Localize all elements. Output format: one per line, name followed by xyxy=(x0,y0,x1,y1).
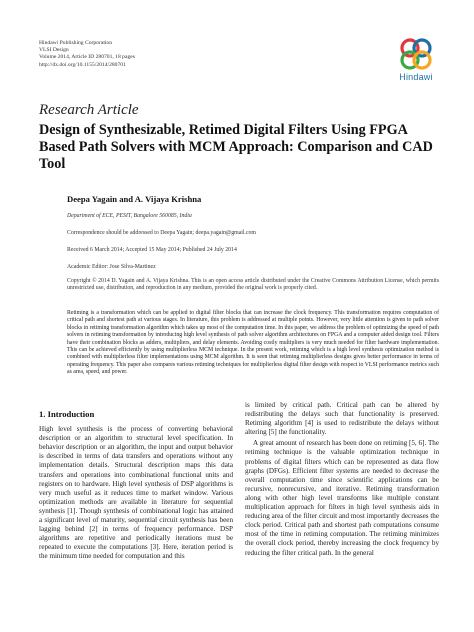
publication-dates: Received 6 March 2014; Accepted 15 May 2014; Published 24 July 2014 xyxy=(67,247,237,253)
doi-link[interactable]: http://dx.doi.org/10.1155/2014/280701 xyxy=(39,61,126,68)
column-right xyxy=(245,401,439,560)
article-type: Research Article xyxy=(39,102,139,118)
volume-line: Volume 2014, Article ID 280701, 18 pages xyxy=(39,54,135,61)
paragraph: A great amount of research has been done on retiming [5, 6]. The retiming technique is the valuable optimization technique in problems of digital filters which can be represented as data flow graphs (DFGs). Efficient filter systems are needed to decrease the overall computation time since scientific applications can be recursive, nonrecursive, and iterative. Retiming transformation along with other high level transforms like multiple constant multiplication approach for filters in high level synthesis aids in reducing area of the filter circuit and most importantly decreases the clock period. Critical path and shortest path computations consume most of the time in retiming computation. The retiming minimizes the overall clock period, thereby increasing the clock frequency by reducing the filter critical path. In the general xyxy=(245,439,439,557)
copyright-notice: Copyright © 2014 D. Yagain and A. Vijaya Krishna. This is an open access article distributed under the Creative Commons Attribution License, which permits unrestricted use, distribution, and reproduction in any medium, provided the original work is properly cited. xyxy=(67,278,439,292)
journal-name: VLSI Design xyxy=(39,47,69,54)
hindawi-logo-icon xyxy=(396,37,436,71)
paper-title: Design of Synthesizable, Retimed Digital Filters Using FPGA Based Path Solvers with MCM Approach: Comparison and CAD Tool xyxy=(39,122,433,172)
journal-meta xyxy=(39,40,135,69)
paragraph: High level synthesis is the process of converting behavioral description or an algorithm to structural level specification. In behavior description or an algorithm, the input and output behavior is described in terms of data transfers and operations without any implementation details. Structural description maps this data transfers and operations into combinational functional units and registers on to hardware. High level synthesis of DSP algorithms is very much useful as it reduces time to market window. Various optimization methods are available in literature for sequential synthesis [1]. Though synthesis of combinational logic has attained a significant level of maturity, sequential circuit synthesis has been lagging behind [2] in terms of frequency performance. DSP algorithms are repetitive and periodically iterations must be repeated to execute the computations [3]. Here, iteration period is the minimum time needed for computation and this xyxy=(39,425,233,561)
academic-editor: Academic Editor: Jose Silva-Martinez xyxy=(67,264,156,270)
paragraph: is limited by critical path. Critical path can be altered by redistributing the delays such that functionality is preserved. Retiming algorithm [4] is used to redistribute the delays without altering [5] the functionality. xyxy=(245,401,439,437)
section-heading: 1. Introduction xyxy=(39,409,95,419)
correspondence: Correspondence should be addressed to Deepa Yagain; deepa.yagain@gmail.com xyxy=(67,230,256,236)
affiliation: Department of ECE, PESIT, Bangalore 560085, India xyxy=(67,213,192,219)
publisher-line: Hindawi Publishing Corporation xyxy=(39,40,113,46)
logo-wordmark: Hindawi xyxy=(399,72,433,82)
abstract: Retiming is a transformation which can be applied to digital filter blocks that can increase the clock frequency. This transformation requires computation of critical path and shortest path at various stages. In literature, this problem is addressed at multiple points. However, very little attention is given to path solver blocks in retiming transformation algorithm which takes up most of the computation time. In this paper, we address the problem of optimizing the speed of path solvers in retiming transformation by introducing high level synthesis of path solver algorithm architectures on FPGA and a computer aided design tool. Filters have their combination blocks as adders, multipliers, and delay elements. Avoiding costly multipliers is very much needed for filter hardware implementation. This can be achieved efficiently by using multiplierless MCM technique. In the present work, retiming which is a high level synthesis optimization method is combined with multiplierless filter implementations using MCM algorithm. It is seen that retiming multiplierless designs gives better performance in terms of operating frequency. This paper also compares various retiming techniques for multiplierless digital filter design with respect to VLSI performance metrics such as area, speed, and power. xyxy=(67,310,439,376)
column-left xyxy=(39,410,233,564)
hindawi-logo xyxy=(392,37,440,81)
authors: Deepa Yagain and A. Vijaya Krishna xyxy=(67,194,202,204)
